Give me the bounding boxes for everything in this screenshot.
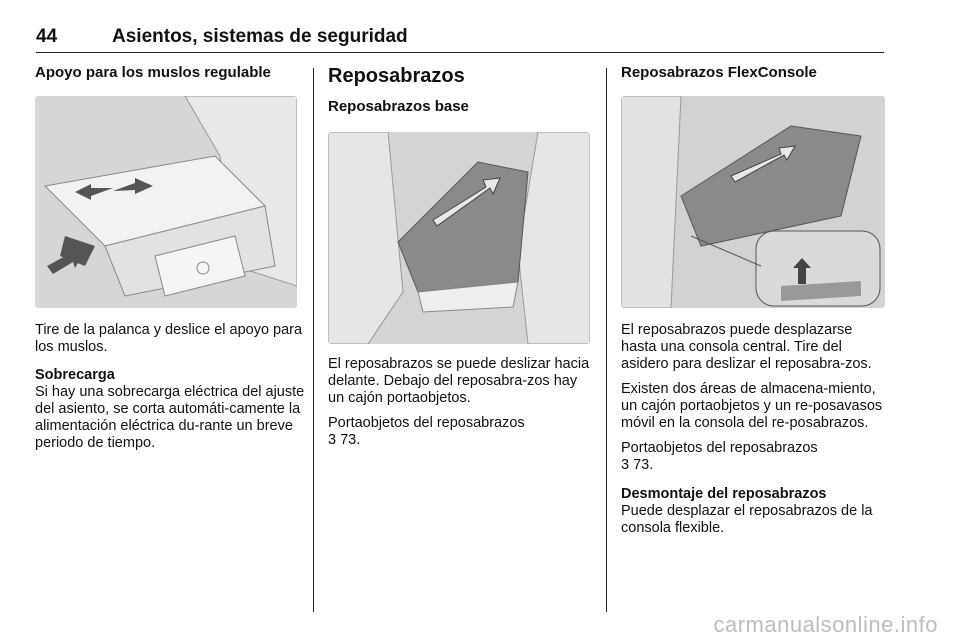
page-number: 44	[36, 26, 58, 47]
paragraph: Portaobjetos del reposabrazos	[621, 440, 818, 456]
paragraph: El reposabrazos se puede deslizar hacia delante. Debajo del reposabra‑zos hay un cajón portaobjetos.	[328, 356, 590, 406]
column-thigh-support	[35, 64, 303, 82]
paragraph: Si hay una sobrecarga eléctrica del ajuste del asiento, se corta automáti‑camente la alimentación eléctrica du‑rante un breve periodo de tiempo.	[35, 384, 305, 451]
column2-body	[328, 356, 594, 449]
section-heading: Apoyo para los muslos regulable	[35, 64, 271, 81]
subheading: Desmontaje del reposabrazos	[621, 486, 827, 502]
seat-thigh-support-illustration	[35, 96, 297, 308]
column-flexconsole	[621, 64, 887, 82]
column1-body	[35, 322, 305, 460]
page-reference: 3 73.	[621, 457, 654, 473]
paragraph: Portaobjetos del reposabrazos	[328, 415, 525, 431]
section-subheading: Reposabrazos base	[328, 98, 469, 115]
paragraph: Puede desplazar el reposabrazos de la consola flexible.	[621, 503, 873, 536]
flexconsole-armrest-illustration	[621, 96, 885, 308]
watermark: carmanualsonline.info	[713, 612, 938, 637]
base-armrest-illustration	[328, 132, 590, 344]
column-armrest	[328, 64, 594, 116]
section-heading: Reposabrazos FlexConsole	[621, 64, 817, 81]
paragraph: El reposabrazos puede desplazarse hasta una consola central. Tire del asidero para deslizar el reposabra‑zos.	[621, 322, 872, 372]
subheading: Sobrecarga	[35, 367, 115, 383]
column3-body	[621, 322, 887, 545]
page-header	[36, 18, 884, 53]
paragraph: Existen dos áreas de almacena‑miento, un cajón portaobjetos y un re‑posavasos móvil en la consola del re‑posabrazos.	[621, 381, 883, 431]
page-reference: 3 73.	[328, 432, 361, 448]
column-divider	[606, 68, 607, 612]
column-divider	[313, 68, 314, 612]
page-title: Asientos, sistemas de seguridad	[112, 26, 408, 47]
paragraph: Tire de la palanca y deslice el apoyo para los muslos.	[35, 322, 303, 355]
section-heading: Reposabrazos	[328, 65, 465, 87]
